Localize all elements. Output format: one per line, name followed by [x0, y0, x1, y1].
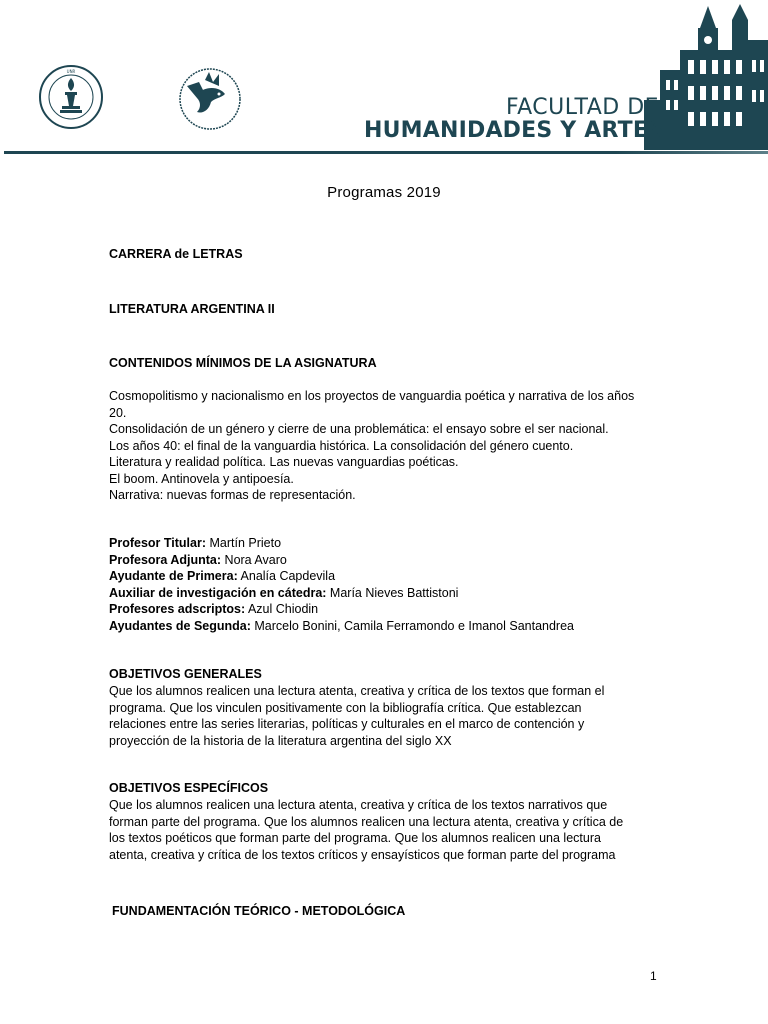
torch-emblem-icon	[38, 64, 104, 130]
specific-objectives-line: los textos poéticos que forman parte del programa. Que los alumnos realicen una lectura	[109, 831, 601, 845]
page-header	[0, 0, 768, 160]
general-objectives-heading: OBJETIVOS GENERALES	[109, 667, 262, 681]
specific-objectives-heading: OBJETIVOS ESPECÍFICOS	[109, 781, 269, 795]
staff-entry	[109, 601, 574, 618]
header-divider	[4, 151, 768, 154]
contents-line: Los años 40: el final de la vanguardia histórica. La consolidación del género cuento.	[109, 438, 574, 453]
staff-entry	[109, 618, 574, 635]
specific-objectives-line: forman parte del programa. Que los alumnos realicen una lectura atenta, creativa y crítica de	[109, 814, 624, 829]
staff-role: Profesora Adjunta:	[109, 552, 222, 567]
staff-entry	[109, 585, 574, 602]
staff-name: Marcelo Bonini, Camila Ferramondo e Imanol Santandrea	[250, 618, 574, 633]
contents-line: Consolidación de un género y cierre de una problemática: el ensayo sobre el ser nacional.	[109, 422, 609, 436]
staff-name: Analía Capdevila	[237, 569, 336, 583]
document-title: Programas 2019	[327, 184, 441, 201]
staff-name: Nora Avaro	[221, 552, 287, 567]
contents-line: El boom. Antinovela y antipoesía.	[109, 471, 294, 486]
general-objectives-line: relaciones entre las series literarias, políticas y culturales en el marco de contención y	[109, 717, 585, 731]
contents-paragraph	[109, 388, 634, 504]
svg-text:UNR: UNR	[66, 69, 76, 74]
staff-name: María Nieves Battistoni	[326, 585, 459, 600]
foundation-heading: FUNDAMENTACIÓN TEÓRICO - METODOLÓGICA	[112, 904, 406, 918]
specific-objectives-paragraph	[109, 797, 623, 863]
specific-objectives-line: atenta, creativa y crítica de los textos críticos y ensayísticos que forman parte del programa	[109, 847, 616, 862]
staff-entry	[109, 535, 574, 552]
staff-role: Ayudantes de Segunda:	[109, 618, 251, 633]
staff-list	[109, 535, 574, 634]
specific-objectives-line: Que los alumnos realicen una lectura atenta, creativa y crítica de los textos narrativos que	[109, 798, 608, 812]
faculty-name-line2: HUMANIDADES Y ARTES	[364, 118, 665, 143]
staff-role: Ayudante de Primera:	[109, 569, 238, 583]
general-objectives-paragraph	[109, 683, 604, 749]
staff-name: Azul Chiodin	[245, 602, 319, 616]
contents-line: Narrativa: nuevas formas de representación.	[109, 488, 356, 502]
contents-line: Literatura y realidad política. Las nuevas vanguardias poéticas.	[109, 455, 459, 469]
staff-entry	[109, 568, 574, 585]
staff-entry	[109, 552, 574, 569]
staff-name: Martín Prieto	[206, 536, 282, 550]
general-objectives-line: Que los alumnos realicen una lectura atenta, creativa y crítica de los textos que forman el	[109, 684, 605, 698]
faculty-name-line1: FACULTAD DE	[506, 95, 660, 120]
hand-bird-emblem-icon	[175, 64, 245, 134]
staff-role: Auxiliar de investigación en cátedra:	[109, 585, 327, 600]
staff-role: Profesores adscriptos:	[109, 602, 246, 616]
contents-heading: CONTENIDOS MÍNIMOS DE LA ASIGNATURA	[109, 356, 377, 370]
contents-line: Cosmopolitismo y nacionalismo en los proyectos de vanguardia poética y narrativa de los años	[109, 389, 635, 403]
general-objectives-line: programa. Que los vinculen positivamente con la bibliografía crítica. Que establezcan	[109, 700, 582, 715]
staff-role: Profesor Titular:	[109, 536, 207, 550]
page-number: 1	[650, 969, 657, 983]
subject-heading: LITERATURA ARGENTINA II	[109, 302, 275, 316]
general-objectives-line: proyección de la historia de la literatura argentina del siglo XX	[109, 733, 452, 748]
contents-line: 20.	[109, 405, 127, 420]
career-heading: CARRERA de LETRAS	[109, 247, 243, 261]
